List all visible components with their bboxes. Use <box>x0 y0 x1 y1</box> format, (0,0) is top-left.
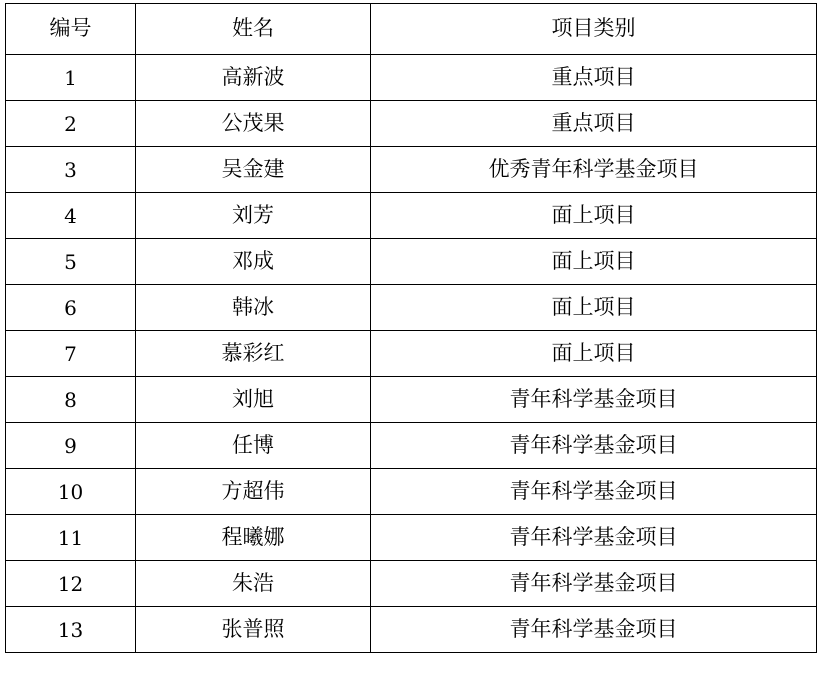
cell-id: 12 <box>6 561 136 607</box>
column-header-id: 编号 <box>6 4 136 55</box>
project-list-table <box>5 3 817 653</box>
cell-id: 2 <box>6 101 136 147</box>
cell-project-type: 青年科学基金项目 <box>371 607 817 653</box>
table-header <box>6 4 817 55</box>
cell-name: 刘旭 <box>136 377 371 423</box>
cell-name: 吴金建 <box>136 147 371 193</box>
cell-project-type: 面上项目 <box>371 285 817 331</box>
table-row <box>6 101 817 147</box>
table-row <box>6 469 817 515</box>
cell-name: 朱浩 <box>136 561 371 607</box>
cell-name: 程曦娜 <box>136 515 371 561</box>
cell-id: 5 <box>6 239 136 285</box>
cell-name: 慕彩红 <box>136 331 371 377</box>
table-row <box>6 239 817 285</box>
cell-id: 13 <box>6 607 136 653</box>
table-header-row <box>6 4 817 55</box>
table-row <box>6 377 817 423</box>
cell-id: 7 <box>6 331 136 377</box>
table-row <box>6 515 817 561</box>
table-row <box>6 607 817 653</box>
cell-id: 1 <box>6 55 136 101</box>
table-row <box>6 193 817 239</box>
cell-id: 11 <box>6 515 136 561</box>
table-row <box>6 423 817 469</box>
cell-project-type: 青年科学基金项目 <box>371 515 817 561</box>
cell-name: 高新波 <box>136 55 371 101</box>
table-row <box>6 55 817 101</box>
column-header-type: 项目类别 <box>371 4 817 55</box>
table-row <box>6 285 817 331</box>
column-header-name: 姓名 <box>136 4 371 55</box>
cell-name: 刘芳 <box>136 193 371 239</box>
cell-project-type: 青年科学基金项目 <box>371 561 817 607</box>
cell-project-type: 青年科学基金项目 <box>371 423 817 469</box>
cell-id: 9 <box>6 423 136 469</box>
cell-project-type: 面上项目 <box>371 331 817 377</box>
cell-id: 6 <box>6 285 136 331</box>
cell-id: 4 <box>6 193 136 239</box>
cell-id: 8 <box>6 377 136 423</box>
cell-name: 邓成 <box>136 239 371 285</box>
cell-name: 方超伟 <box>136 469 371 515</box>
cell-id: 3 <box>6 147 136 193</box>
cell-project-type: 青年科学基金项目 <box>371 377 817 423</box>
cell-project-type: 面上项目 <box>371 239 817 285</box>
cell-name: 任博 <box>136 423 371 469</box>
cell-name: 张普照 <box>136 607 371 653</box>
cell-name: 公茂果 <box>136 101 371 147</box>
cell-project-type: 面上项目 <box>371 193 817 239</box>
cell-name: 韩冰 <box>136 285 371 331</box>
cell-project-type: 青年科学基金项目 <box>371 469 817 515</box>
table-row <box>6 147 817 193</box>
table-body <box>6 55 817 653</box>
cell-project-type: 重点项目 <box>371 55 817 101</box>
table-row <box>6 331 817 377</box>
cell-project-type: 优秀青年科学基金项目 <box>371 147 817 193</box>
table-row <box>6 561 817 607</box>
cell-id: 10 <box>6 469 136 515</box>
cell-project-type: 重点项目 <box>371 101 817 147</box>
